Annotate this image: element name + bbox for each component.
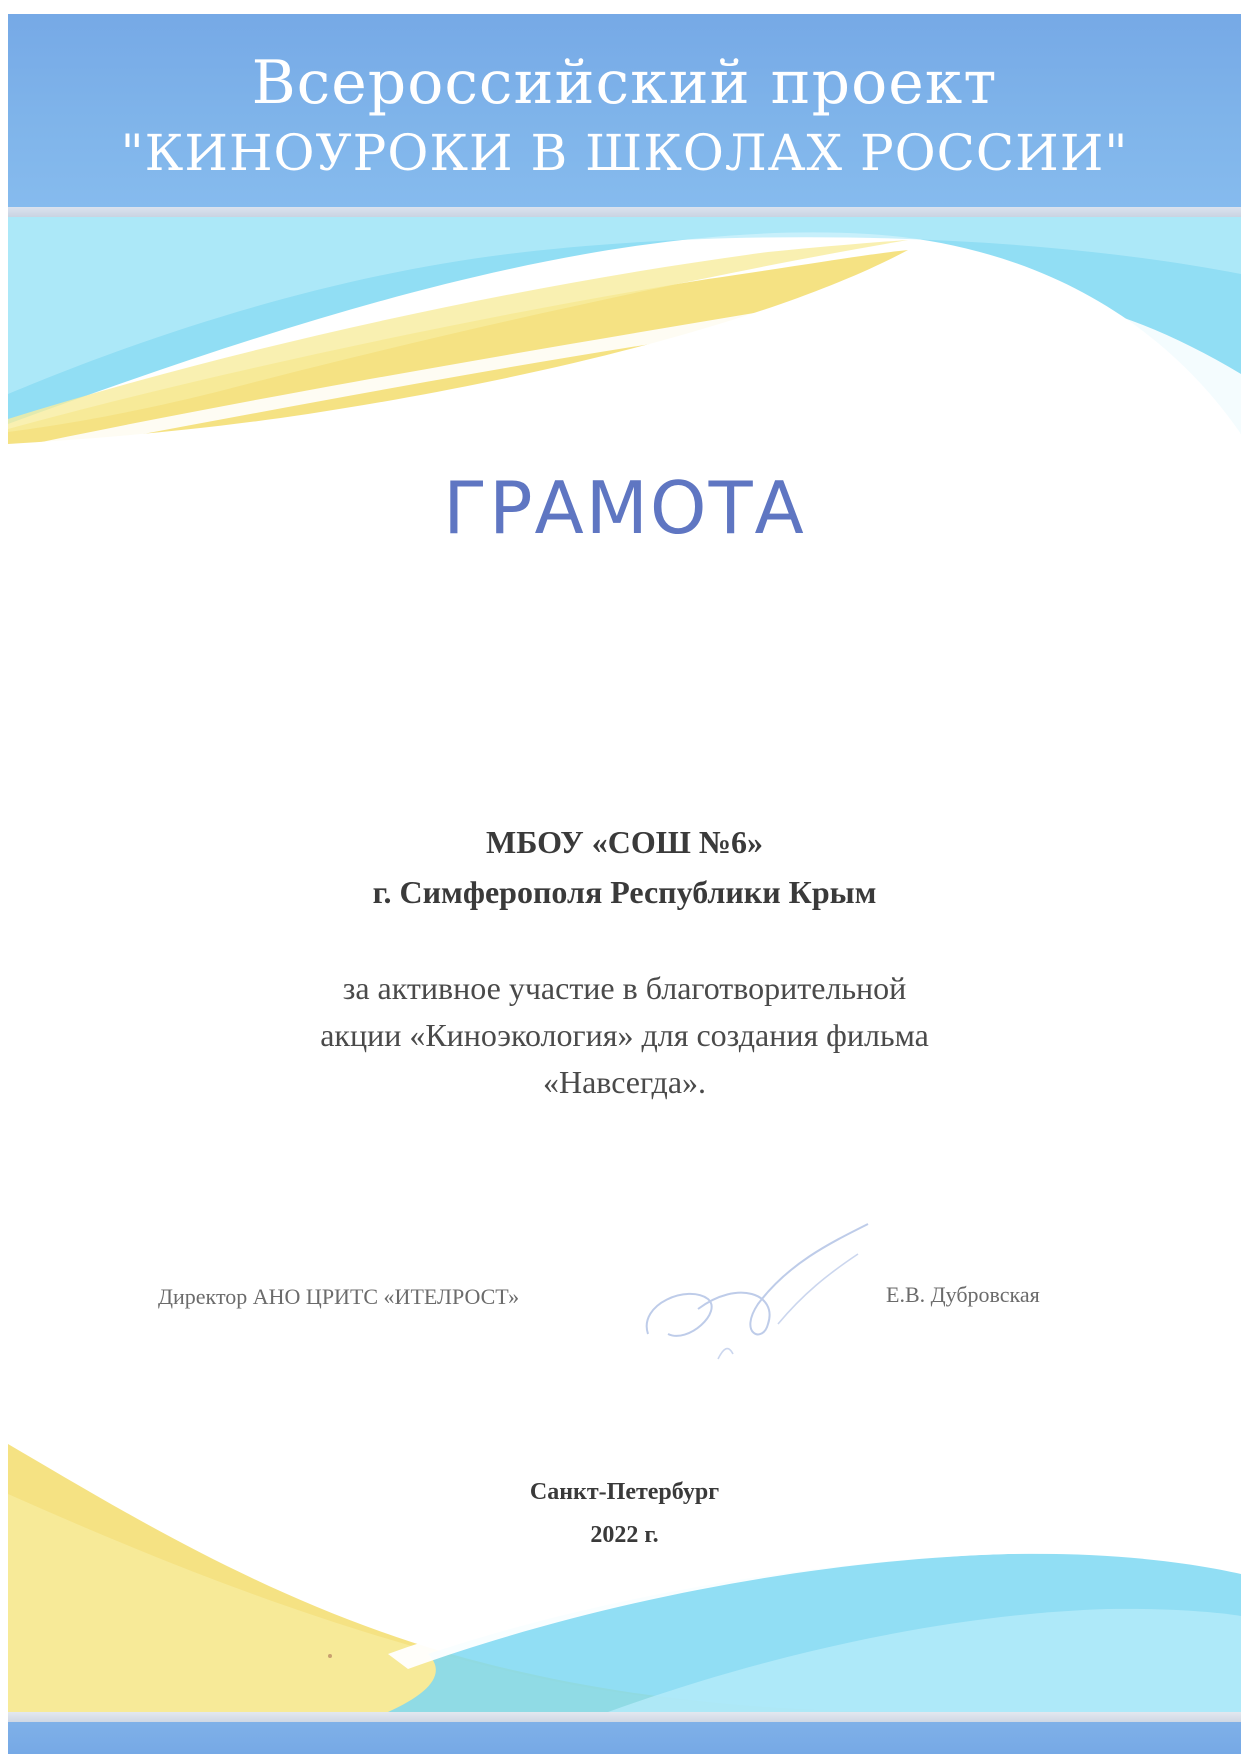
recipient-city: г. Симферополя Республики Крым [372, 874, 877, 910]
header-divider [8, 207, 1241, 217]
project-name: "КИНОУРОКИ В ШКОЛАХ РОССИИ" [120, 124, 1129, 182]
document-title: ГРАМОТА [443, 466, 806, 550]
issue-city: Санкт-Петербург [529, 1479, 720, 1505]
signer-position: Директор АНО ЦРИТС «ИТЕЛРОСТ» [158, 1284, 520, 1309]
footer-band [8, 1722, 1241, 1754]
issue-year: 2022 г. [590, 1522, 659, 1548]
paper-speck [328, 1654, 332, 1658]
signer-name: Е.В. Дубровская [886, 1282, 1040, 1307]
certificate-sheet [8, 14, 1241, 1754]
recipient-school: МБОУ «СОШ №6» [485, 824, 763, 860]
footer-divider [8, 1712, 1241, 1722]
project-title: Всероссийский проект [251, 48, 998, 118]
reason-line-1: за активное участие в благотворительной [342, 970, 907, 1006]
reason-line-3: «Навсегда». [542, 1064, 707, 1100]
reason-line-2: акции «Киноэкология» для создания фильма [320, 1017, 929, 1053]
handwritten-signature [628, 1184, 928, 1384]
